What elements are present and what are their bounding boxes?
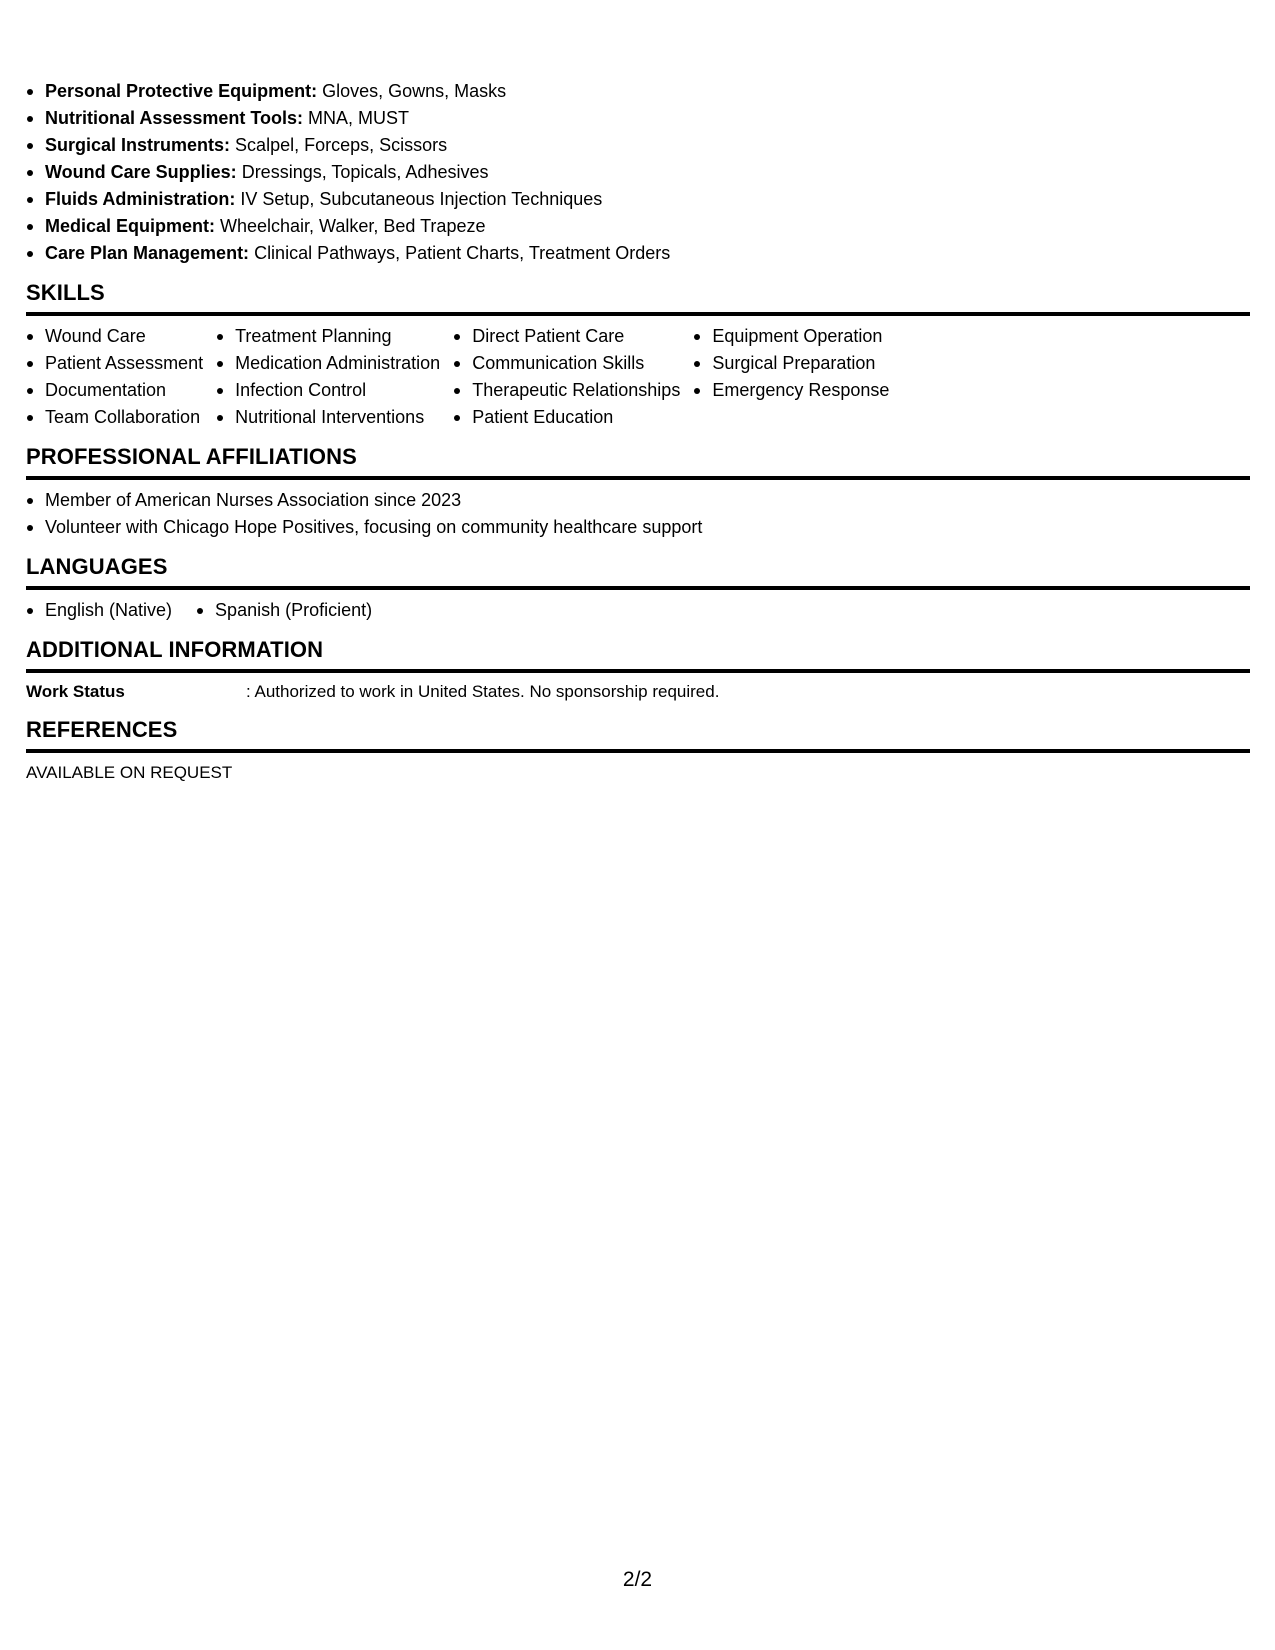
affiliation-item: Member of American Nurses Association since 2023 — [26, 487, 1250, 514]
language-item: English (Native) — [26, 597, 172, 624]
skill-item: Medication Administration — [216, 350, 440, 377]
list-item — [26, 78, 1250, 105]
skill-item: Team Collaboration — [26, 404, 203, 431]
affiliations-list — [26, 487, 1250, 541]
skill-item: Infection Control — [216, 377, 440, 404]
skill-item: Patient Assessment — [26, 350, 203, 377]
page-number: 2/2 — [622, 1568, 653, 1591]
item-value: Wheelchair, Walker, Bed Trapeze — [215, 216, 486, 236]
list-item — [26, 186, 1250, 213]
list-item — [26, 159, 1250, 186]
skills-column — [216, 323, 440, 431]
item-value: MNA, MUST — [303, 108, 410, 128]
item-label: Personal Protective Equipment: — [45, 81, 318, 101]
section-heading-languages: LANGUAGES — [26, 553, 1250, 590]
work-status-row — [26, 680, 1250, 704]
skill-item: Nutritional Interventions — [216, 404, 440, 431]
skill-item: Treatment Planning — [216, 323, 440, 350]
skills-grid — [26, 323, 1250, 431]
languages-list — [26, 597, 1250, 624]
item-label: Medical Equipment: — [45, 216, 216, 236]
language-item: Spanish (Proficient) — [196, 597, 372, 624]
skills-column — [26, 323, 203, 431]
skill-item: Communication Skills — [453, 350, 680, 377]
skill-item: Equipment Operation — [693, 323, 889, 350]
skill-item: Wound Care — [26, 323, 203, 350]
list-item — [26, 240, 1250, 267]
item-value: Dressings, Topicals, Adhesives — [236, 162, 489, 182]
resume-page — [26, 78, 1250, 786]
section-heading-affiliations: PROFESSIONAL AFFILIATIONS — [26, 443, 1250, 480]
additional-info-section — [26, 636, 1250, 704]
equipment-list — [26, 78, 1250, 267]
item-label: Care Plan Management: — [45, 243, 250, 263]
item-value: Scalpel, Forceps, Scissors — [230, 135, 448, 155]
work-status-value: : Authorized to work in United States. No sponsorship required. — [246, 682, 720, 701]
section-heading-additional-info: ADDITIONAL INFORMATION — [26, 636, 1250, 673]
list-item — [26, 105, 1250, 132]
skill-item: Surgical Preparation — [693, 350, 889, 377]
item-label: Surgical Instruments: — [45, 135, 231, 155]
item-label: Nutritional Assessment Tools: — [45, 108, 304, 128]
languages-section — [26, 553, 1250, 624]
skill-item: Emergency Response — [693, 377, 889, 404]
section-heading-skills: SKILLS — [26, 279, 1250, 316]
skill-item: Direct Patient Care — [453, 323, 680, 350]
item-label: Wound Care Supplies: — [45, 162, 237, 182]
item-label: Fluids Administration: — [45, 189, 236, 209]
list-item — [26, 213, 1250, 240]
skill-item: Therapeutic Relationships — [453, 377, 680, 404]
affiliations-section — [26, 443, 1250, 541]
skills-column — [453, 323, 680, 431]
skill-item: Patient Education — [453, 404, 680, 431]
item-value: Gloves, Gowns, Masks — [317, 81, 507, 101]
affiliation-item: Volunteer with Chicago Hope Positives, focusing on community healthcare support — [26, 514, 1250, 541]
skills-section — [26, 279, 1250, 431]
skill-item: Documentation — [26, 377, 203, 404]
item-value: IV Setup, Subcutaneous Injection Techniques — [235, 189, 603, 209]
skills-column — [693, 323, 889, 431]
item-value: Clinical Pathways, Patient Charts, Treatment Orders — [249, 243, 671, 263]
references-text: AVAILABLE ON REQUEST — [26, 763, 233, 782]
list-item — [26, 132, 1250, 159]
work-status-label: Work Status — [26, 682, 125, 701]
section-heading-references: REFERENCES — [26, 716, 1250, 753]
references-section — [26, 716, 1250, 786]
